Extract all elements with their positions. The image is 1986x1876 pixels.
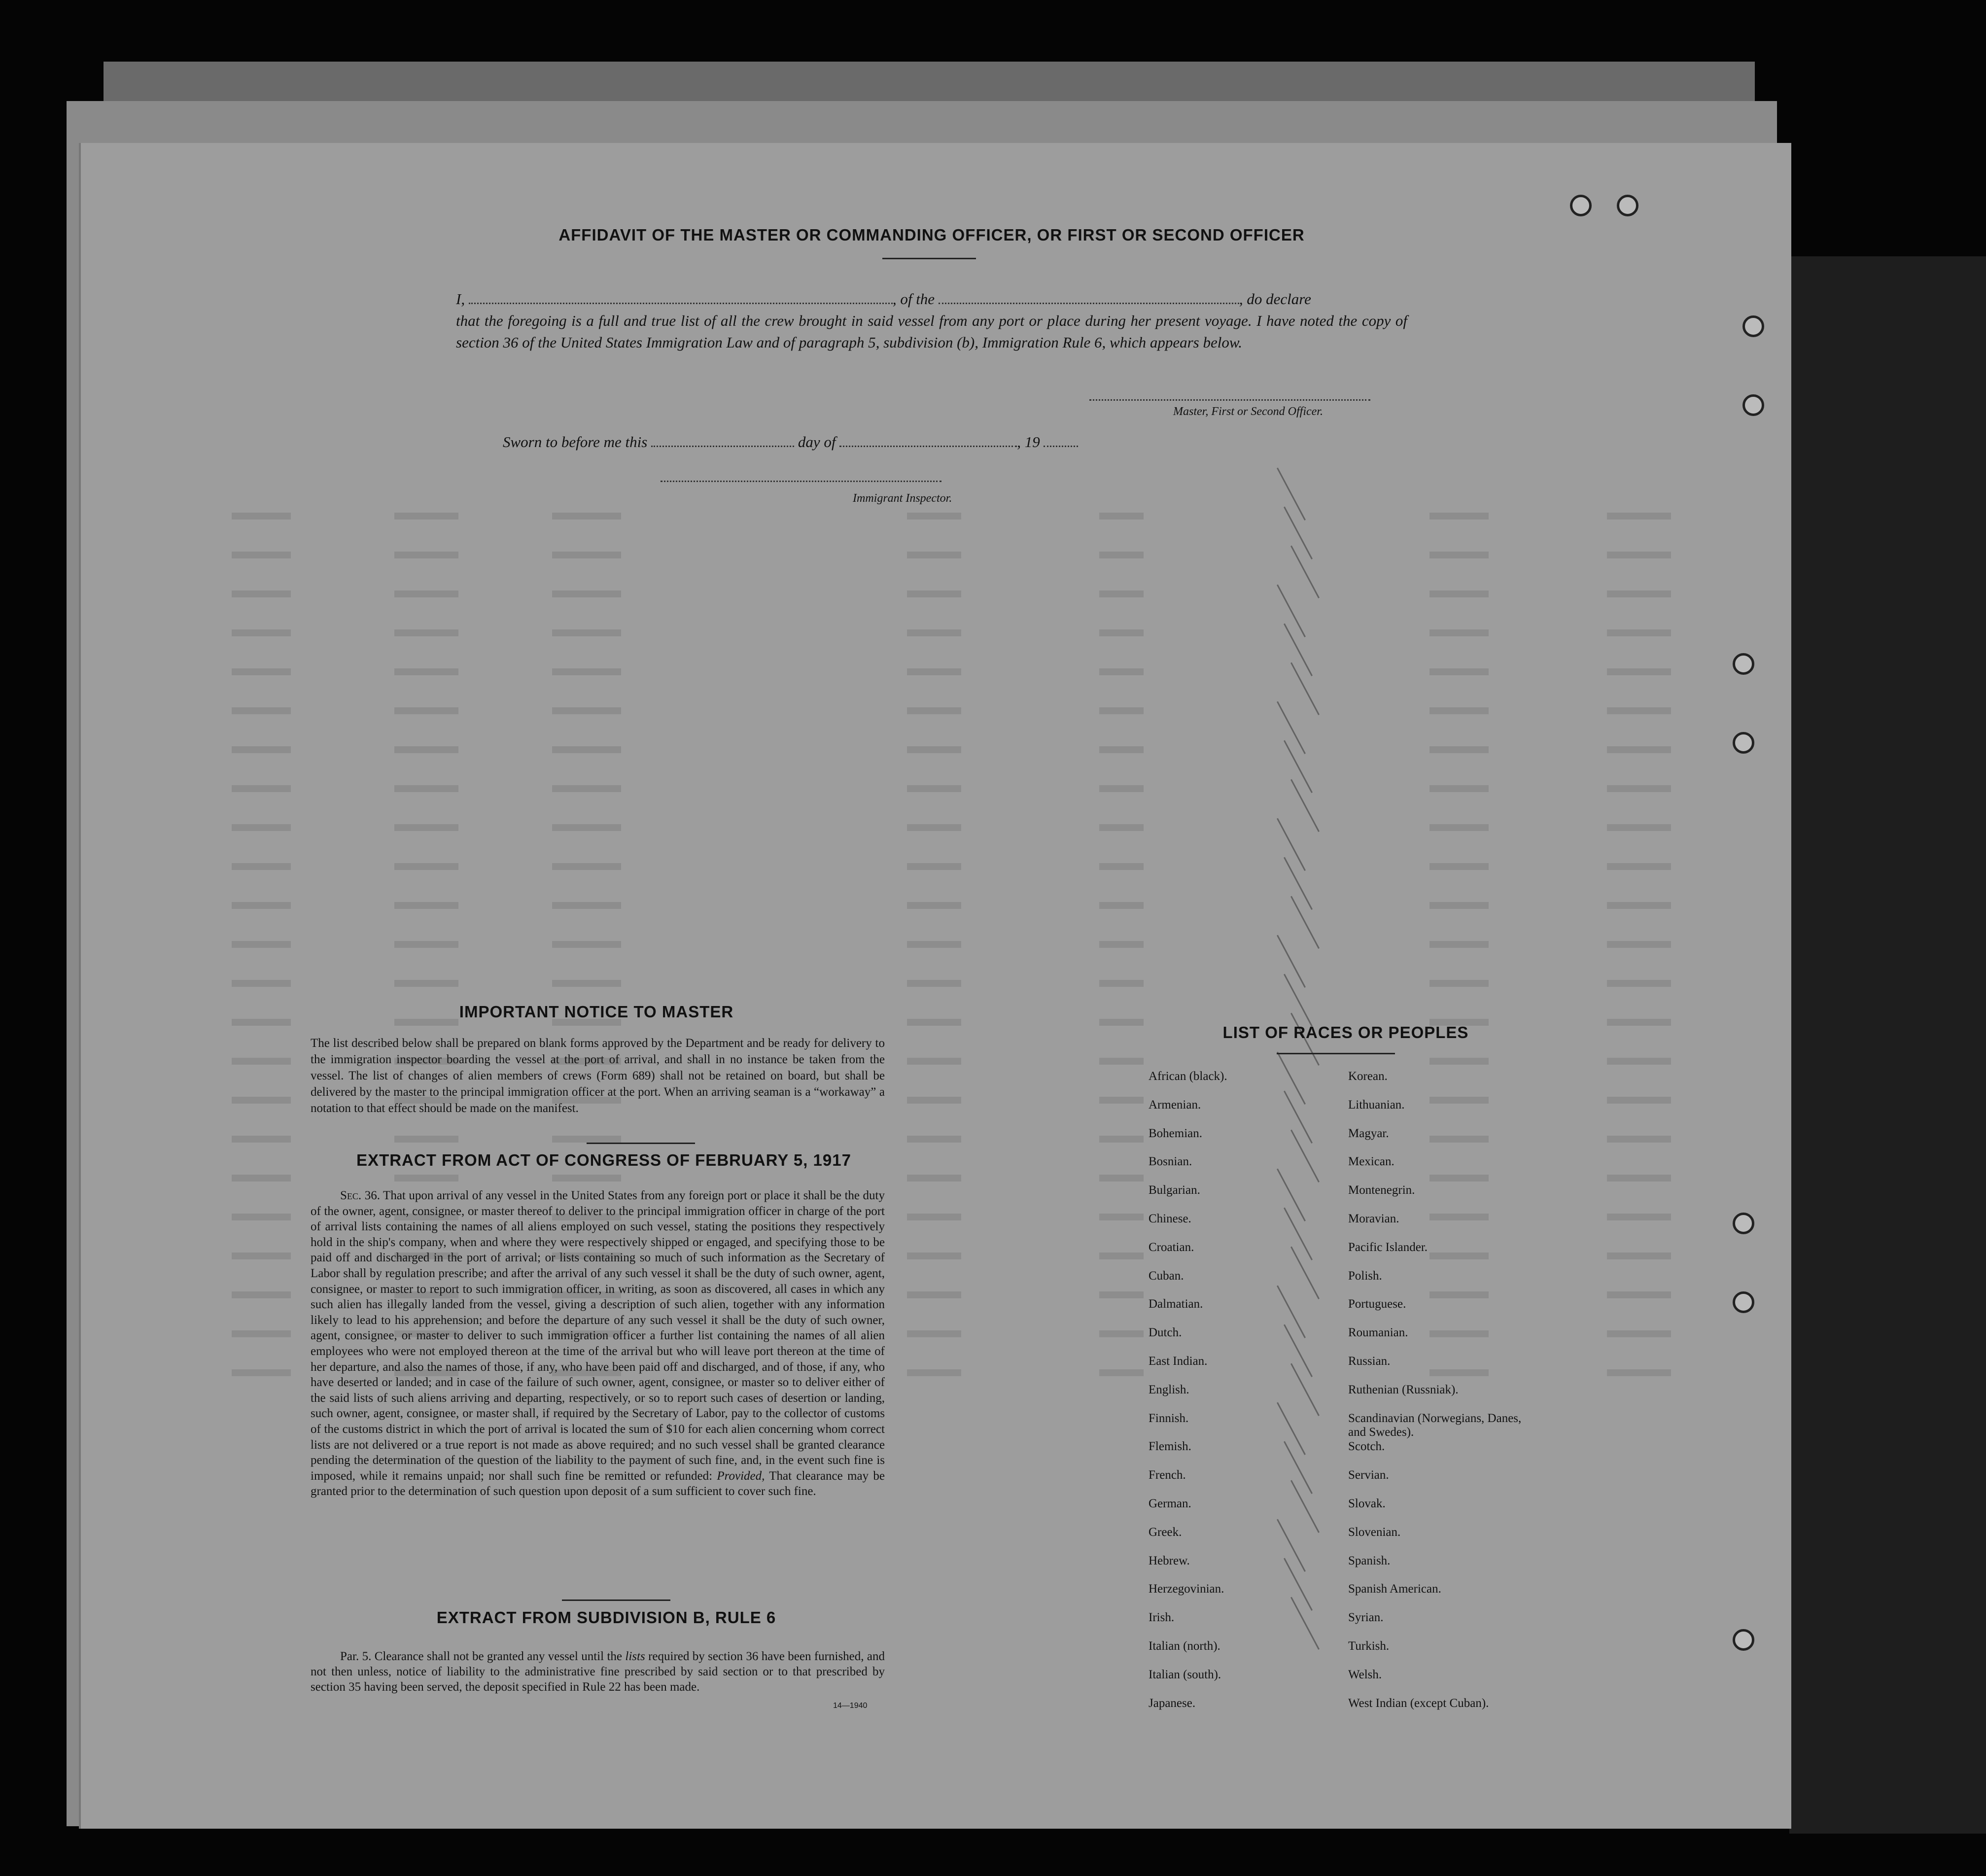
bleed-through-mark [1607, 824, 1671, 831]
race-item: Italian (south). [1149, 1668, 1221, 1681]
rule6-text-b: required by section 36 have been furnished, and not then unless, notice of liability to the administrative fine prescribed by said section or to that prescribed by section 35 having been served, the deposit specified in Rule 22 has been made. [311, 1650, 885, 1694]
master-signature-label: Master, First or Second Officer. [1173, 405, 1323, 418]
race-item: Italian (north). [1149, 1639, 1220, 1653]
bleed-through-mark [1429, 707, 1489, 714]
race-item: German. [1149, 1496, 1191, 1510]
bleed-through-mark [1429, 629, 1489, 636]
officer-name-field[interactable] [469, 290, 893, 304]
race-item: Pacific Islander. [1348, 1240, 1428, 1254]
bleed-through-mark [1429, 591, 1489, 597]
bleed-through-mark [1607, 902, 1671, 909]
race-item: Scotch. [1348, 1440, 1385, 1454]
bleed-through-mark [1099, 746, 1144, 753]
bleed-through-mark [552, 1136, 621, 1143]
race-item: Magyar. [1348, 1126, 1389, 1140]
race-item: Japanese. [1149, 1696, 1196, 1710]
bleed-through-mark [552, 591, 621, 597]
bleed-through-mark [232, 1252, 291, 1259]
race-item: Mexican. [1348, 1155, 1394, 1169]
race-item: Chinese. [1149, 1212, 1191, 1225]
bleed-through-mark [1429, 785, 1489, 792]
bleed-through-mark [907, 629, 961, 636]
bleed-through-mark [1607, 1097, 1671, 1104]
bleed-through-mark [232, 941, 291, 948]
bleed-through-mark [1607, 1019, 1671, 1026]
bleed-through-mark [1099, 1214, 1144, 1220]
bleed-through-mark [232, 1330, 291, 1337]
master-signature-line[interactable] [1089, 399, 1370, 401]
race-item: West Indian (except Cuban). [1348, 1696, 1489, 1710]
race-item: Bulgarian. [1149, 1183, 1200, 1197]
race-item: Russian. [1348, 1354, 1391, 1368]
race-item: Welsh. [1348, 1668, 1382, 1681]
bleed-through-mark [1429, 824, 1489, 831]
bleed-through-mark [907, 980, 961, 987]
bleed-through-mark [1099, 1369, 1144, 1376]
vessel-name-field[interactable] [939, 290, 1239, 304]
bleed-through-mark [552, 668, 621, 675]
form-number: 14—1940 [833, 1702, 868, 1710]
bleed-through-mark [394, 824, 458, 831]
bleed-through-mark [1099, 668, 1144, 675]
bleed-through-mark [907, 1175, 961, 1181]
bleed-through-mark [394, 863, 458, 870]
bleed-through-mark [394, 591, 458, 597]
bleed-through-mark [232, 746, 291, 753]
bleed-through-mark [907, 902, 961, 909]
race-item: Roumanian. [1348, 1326, 1408, 1340]
race-item: Servian. [1348, 1468, 1389, 1482]
race-item: Flemish. [1149, 1440, 1191, 1454]
bleed-through-mark [907, 591, 961, 597]
bleed-through-mark [1607, 1136, 1671, 1143]
race-item: Ruthenian (Russniak). [1348, 1383, 1459, 1396]
bleed-through-mark [232, 863, 291, 870]
bleed-through-mark [232, 1136, 291, 1143]
bleed-through-mark [232, 552, 291, 558]
race-item: Dutch. [1149, 1326, 1182, 1340]
bleed-through-mark [1429, 668, 1489, 675]
affidavit-line-1 [456, 288, 1407, 310]
bleed-through-mark [907, 1214, 961, 1220]
race-item: East Indian. [1149, 1354, 1208, 1368]
bleed-through-mark [232, 513, 291, 520]
punch-hole [1733, 1213, 1754, 1234]
bleed-through-mark [1099, 1097, 1144, 1104]
bleed-through-mark [232, 824, 291, 831]
affidavit-i: I, [456, 290, 465, 308]
sworn-year-field[interactable] [1044, 433, 1078, 447]
section-divider [562, 1599, 670, 1601]
bleed-through-mark [552, 707, 621, 714]
punch-hole [1742, 394, 1764, 416]
bleed-through-mark [1607, 668, 1671, 675]
race-item: Spanish. [1348, 1554, 1391, 1567]
bleed-through-mark [1099, 1252, 1144, 1259]
bleed-through-mark [907, 863, 961, 870]
bleed-through-mark [232, 1369, 291, 1376]
bleed-through-mark [1429, 1058, 1489, 1065]
race-item: French. [1149, 1468, 1186, 1482]
act-proviso-label: Provided, [717, 1469, 765, 1483]
bleed-through-mark [552, 941, 621, 948]
title-underline [1277, 1053, 1395, 1054]
bleed-through-mark [1607, 1291, 1671, 1298]
punch-hole [1733, 1629, 1754, 1651]
race-item: Finnish. [1149, 1411, 1189, 1425]
bleed-through-mark [907, 1136, 961, 1143]
inspector-signature-line[interactable] [661, 481, 941, 482]
bleed-through-mark [907, 941, 961, 948]
bleed-through-mark [394, 513, 458, 520]
punch-hole [1742, 315, 1764, 337]
race-item: Hebrew. [1149, 1554, 1190, 1567]
bleed-through-mark [907, 785, 961, 792]
act-section-label: Sec. 36. [340, 1189, 380, 1202]
bleed-through-mark [1099, 1019, 1144, 1026]
race-item: Bosnian. [1149, 1155, 1192, 1169]
bleed-through-mark [1607, 552, 1671, 558]
bleed-through-mark [1429, 513, 1489, 520]
race-item: Spanish American. [1348, 1582, 1441, 1596]
race-item: Moravian. [1348, 1212, 1399, 1225]
race-item: Montenegrin. [1348, 1183, 1415, 1197]
bleed-through-mark [1099, 1330, 1144, 1337]
bleed-through-mark [394, 1136, 458, 1143]
bleed-through-mark [394, 629, 458, 636]
bleed-through-mark [394, 902, 458, 909]
race-item: Greek. [1149, 1525, 1182, 1539]
bleed-through-mark [907, 1252, 961, 1259]
bleed-through-mark [1607, 785, 1671, 792]
punch-hole [1570, 195, 1592, 216]
rule6-text-a: Clearance shall not be granted any vessel until the [374, 1650, 622, 1663]
bleed-through-mark [1429, 863, 1489, 870]
bleed-through-mark [1607, 1369, 1671, 1376]
race-item: Korean. [1348, 1070, 1388, 1083]
bleed-through-mark [552, 902, 621, 909]
bleed-through-mark [232, 1291, 291, 1298]
bleed-through-mark [1429, 941, 1489, 948]
bleed-through-mark [1607, 1252, 1671, 1259]
underlying-page-edge [1789, 256, 1986, 1834]
race-item: Polish. [1348, 1269, 1382, 1283]
race-item: Slovenian. [1348, 1525, 1401, 1539]
punch-hole [1733, 732, 1754, 754]
race-item: African (black). [1149, 1070, 1227, 1083]
bleed-through-mark [232, 785, 291, 792]
bleed-through-mark [232, 707, 291, 714]
affidavit-declare: , do declare [1239, 290, 1311, 308]
notice-text: The list described below shall be prepared on blank forms approved by the Department and be ready for delivery to the immigration inspector boarding the vessel at the port of arrival, and shall in no instance be taken from the vessel. The list of changes of alien members of crews (Form 689) shall not be retained on board, but shall be delivered by the master to the principal immigration officer at the port. When an arriving seaman is a “workaway” a notation to that effect should be made on the manifest. [311, 1037, 885, 1115]
bleed-through-mark [552, 513, 621, 520]
bleed-through-mark [232, 1019, 291, 1026]
affidavit-title: AFFIDAVIT OF THE MASTER OR COMMANDING OFFICER, OR FIRST OR SECOND OFFICER [558, 226, 1305, 244]
bleed-through-mark [232, 1058, 291, 1065]
bleed-through-mark [1099, 941, 1144, 948]
sworn-prefix: Sworn to before me this [503, 433, 648, 451]
bleed-through-mark [394, 707, 458, 714]
act-section-text: That upon arrival of any vessel in the United States from any foreign port or place it shall be the duty of the owner, agent, consignee, or master thereof to deliver to the principal immigration officer in charge of the port of arrival lists containing the names of all aliens employed on such vessel, stating the positions they respectively hold in the ship's company, when and where they were respectively shipped or engaged, and specifying those to be paid off and discharged in the port of arrival; or lists containing so much of such information as the Secretary of Labor shall by regulation prescribe; and after the arrival of any such vessel it shall be the duty of such owner, agent, consignee, or master to report to such immigration officer, in writing, as soon as discovered, all cases in which any such alien has illegally landed from the vessel, giving a description of such alien, together with any information likely to lead to his apprehension; and before the departure of any such vessel it shall be the duty of such owner, agent, consignee, or master to deliver to such immigration officer a further list containing the names of all alien employees who were not employed thereon at the time of the arrival but who will leave port thereon at the time of her departure, and also the names of those, if any, who have been paid off and discharged, and of those, if any, who have deserted or landed; and in case of the failure of such owner, agent, consignee, or master so to deliver either of the said lists of such aliens arriving and departing, respectively, or so to report such cases of desertion or landing, such owner, agent, consignee, or master shall, if required by the Secretary of Labor, pay to the collector of customs of the customs district in which the port of arrival is located the sum of $10 for each alien concerning whom correct lists are not delivered or a true report is not made as above required; and no such vessel shall be granted clearance pending the determination of the question of the liability to the payment of such fine, and, in the event such fine is imposed, while it remains unpaid; nor shall such fine be remitted or refunded: [311, 1189, 885, 1483]
bleed-through-mark [232, 668, 291, 675]
bleed-through-mark [394, 980, 458, 987]
act-text [311, 1188, 885, 1499]
section-divider [587, 1143, 695, 1144]
rule6-lists-word: lists [625, 1650, 645, 1663]
race-item: Syrian. [1348, 1611, 1384, 1625]
act-title: EXTRACT FROM ACT OF CONGRESS OF FEBRUARY 5, 1917 [356, 1151, 851, 1169]
bleed-through-mark [1099, 513, 1144, 520]
bleed-through-mark [1099, 707, 1144, 714]
bleed-through-mark [232, 1214, 291, 1220]
race-item: Slovak. [1348, 1496, 1386, 1510]
race-item: Lithuanian. [1348, 1098, 1405, 1112]
bleed-through-mark [1099, 824, 1144, 831]
bleed-through-mark [394, 941, 458, 948]
punch-hole [1733, 1291, 1754, 1313]
bleed-through-mark [1607, 1214, 1671, 1220]
title-underline [882, 258, 976, 259]
bleed-through-mark [1099, 980, 1144, 987]
race-item: Portuguese. [1348, 1297, 1406, 1311]
race-item: Irish. [1149, 1611, 1175, 1625]
bleed-through-mark [907, 1019, 961, 1026]
affidavit-statement [456, 288, 1407, 353]
affidavit-body-text: that the foregoing is a full and true list of all the crew brought in said vessel from any port or place during her present voyage. I have noted the copy of section 36 of the United States Immigration Law and of paragraph 5, subdivision (b), Immigration Rule 6, which appears below. [456, 312, 1407, 351]
bleed-through-mark [907, 1330, 961, 1337]
race-item: Armenian. [1149, 1098, 1201, 1112]
races-left-column [1149, 1070, 1227, 1725]
bleed-through-mark [1099, 552, 1144, 558]
bleed-through-mark [907, 552, 961, 558]
race-item: Cuban. [1149, 1269, 1184, 1283]
sworn-day-field[interactable] [651, 433, 794, 447]
bleed-through-mark [1429, 552, 1489, 558]
bleed-through-mark [232, 591, 291, 597]
bleed-through-mark [1099, 1136, 1144, 1143]
races-right-column [1348, 1070, 1526, 1725]
bleed-through-mark [907, 746, 961, 753]
affidavit-of-the: , of the [892, 290, 935, 308]
race-item: Croatian. [1149, 1240, 1194, 1254]
bleed-through-mark [1607, 513, 1671, 520]
bleed-through-mark [907, 1291, 961, 1298]
bleed-through-mark [1607, 1058, 1671, 1065]
act-proviso-text: That clearance may be granted prior to the determination of such question upon deposit of a sum sufficient to cover such fine. [311, 1469, 885, 1498]
bleed-through-mark [232, 902, 291, 909]
bleed-through-mark [1099, 902, 1144, 909]
bleed-through-mark [232, 980, 291, 987]
bleed-through-mark [232, 1097, 291, 1104]
bleed-through-mark [1607, 941, 1671, 948]
bleed-through-mark [907, 668, 961, 675]
bleed-through-mark [1607, 707, 1671, 714]
rule6-title: EXTRACT FROM SUBDIVISION B, RULE 6 [436, 1608, 776, 1627]
bleed-through-mark [1099, 1291, 1144, 1298]
bleed-through-mark [1429, 746, 1489, 753]
sworn-year: , 19 [1017, 433, 1040, 451]
bleed-through-mark [232, 1175, 291, 1181]
bleed-through-mark [1099, 785, 1144, 792]
bleed-through-mark [1607, 980, 1671, 987]
bleed-through-mark [907, 1369, 961, 1376]
bleed-through-mark [394, 1175, 458, 1181]
bleed-through-mark [552, 552, 621, 558]
bleed-through-mark [1607, 1330, 1671, 1337]
sworn-statement [503, 433, 1078, 451]
race-item: Bohemian. [1149, 1126, 1203, 1140]
bleed-through-mark [394, 552, 458, 558]
bleed-through-mark [1429, 980, 1489, 987]
races-title: LIST OF RACES OR PEOPLES [1222, 1023, 1469, 1042]
bleed-through-mark [1099, 863, 1144, 870]
bleed-through-mark [394, 785, 458, 792]
race-item: Scandinavian (Norwegians, Danes, and Swedes). [1348, 1411, 1522, 1439]
bleed-through-mark [907, 707, 961, 714]
punch-hole [1617, 195, 1638, 216]
sworn-month-field[interactable] [839, 433, 1017, 447]
bleed-through-mark [232, 629, 291, 636]
bleed-through-mark [552, 980, 621, 987]
bleed-through-mark [1099, 629, 1144, 636]
bleed-through-mark [1607, 863, 1671, 870]
bleed-through-mark [1607, 591, 1671, 597]
bleed-through-mark [907, 513, 961, 520]
bleed-through-mark [907, 1097, 961, 1104]
race-item: English. [1149, 1383, 1189, 1396]
race-item: Herzegovinian. [1149, 1582, 1224, 1596]
race-item: Dalmatian. [1149, 1297, 1203, 1311]
bleed-through-mark [1607, 629, 1671, 636]
rule6-par-label: Par. 5. [340, 1650, 372, 1663]
bleed-through-mark [552, 746, 621, 753]
sworn-day-of: day of [798, 433, 836, 451]
bleed-through-mark [394, 746, 458, 753]
inspector-signature-label: Immigrant Inspector. [853, 492, 952, 505]
bleed-through-mark [1429, 902, 1489, 909]
bleed-through-mark [1099, 1058, 1144, 1065]
bleed-through-mark [552, 863, 621, 870]
bleed-through-mark [552, 824, 621, 831]
bleed-through-mark [907, 1058, 961, 1065]
bleed-through-mark [394, 668, 458, 675]
bleed-through-mark [907, 824, 961, 831]
bleed-through-mark [552, 1175, 621, 1181]
bleed-through-mark [552, 629, 621, 636]
race-item: Turkish. [1348, 1639, 1390, 1653]
notice-title: IMPORTANT NOTICE TO MASTER [459, 1003, 734, 1021]
bleed-through-mark [1099, 591, 1144, 597]
bleed-through-mark [1607, 1175, 1671, 1181]
rule6-text [311, 1649, 885, 1695]
bleed-through-mark [1099, 1175, 1144, 1181]
punch-hole [1733, 653, 1754, 675]
bleed-through-mark [552, 785, 621, 792]
bleed-through-mark [1607, 746, 1671, 753]
